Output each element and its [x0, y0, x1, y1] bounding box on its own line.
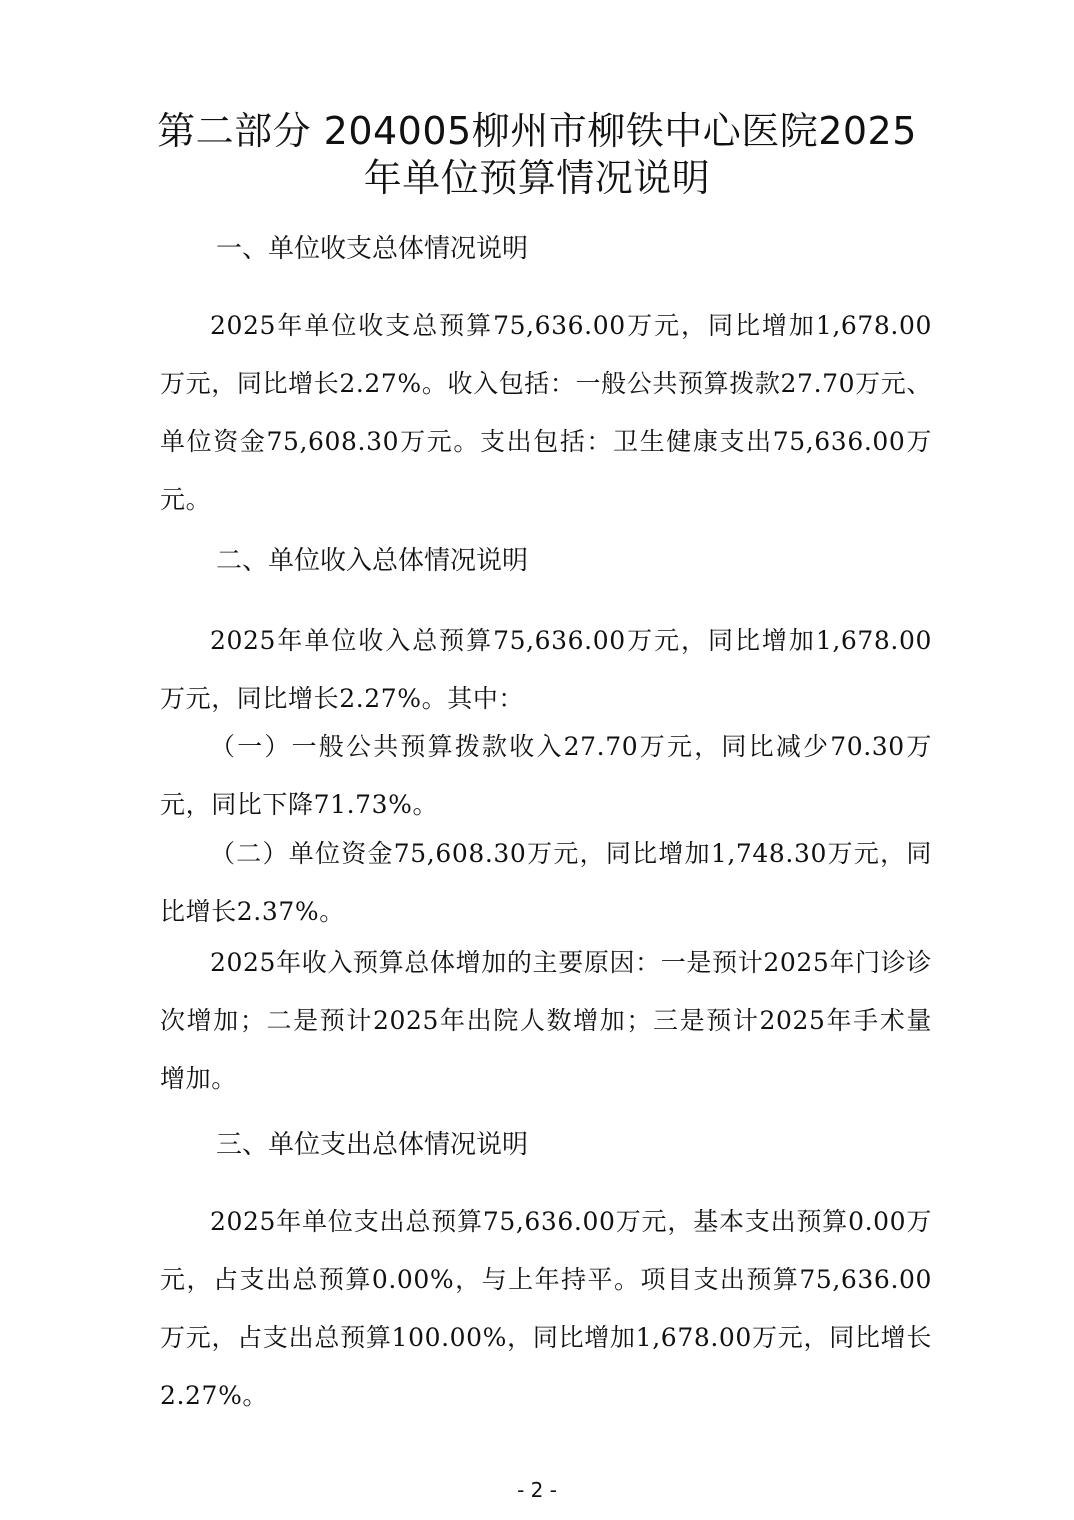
document-title	[120, 108, 954, 202]
title-line-2: 年单位预算情况说明	[363, 156, 711, 200]
section-2-paragraph-1: 2025年单位收入总预算75,636.00万元，同比增加1,678.00万元，同比增长2.27%。其中：	[160, 626, 932, 713]
page-number: - 2 -	[517, 1478, 557, 1502]
section-1-paragraph-1: 2025年单位收支总预算75,636.00万元，同比增加1,678.00万元，同比增长2.27%。收入包括：一般公共预算拨款27.70万元、单位资金75,608.30万元。支出包括：卫生健康支出75,636.00万元。	[160, 311, 932, 514]
section-3-heading: 三、单位支出总体情况说明	[216, 1130, 529, 1160]
title-line-1: 第二部分 204005柳州市柳铁中心医院2025	[157, 109, 917, 153]
section-2-paragraph-3: （二）单位资金75,608.30万元，同比增加1,748.30万元，同比增长2.37%。	[160, 839, 932, 926]
section-2-heading: 二、单位收入总体情况说明	[216, 546, 529, 576]
section-2-paragraph-2: （一）一般公共预算拨款收入27.70万元，同比减少70.30万元，同比下降71.73%。	[160, 732, 932, 819]
section-1-heading: 一、单位收支总体情况说明	[216, 234, 529, 264]
section-3-paragraph-1: 2025年单位支出总预算75,636.00万元，基本支出预算0.00万元，占支出总预算0.00%，与上年持平。项目支出预算75,636.00万元，占支出总预算100.00%，同比增加1,678.00万元，同比增长2.27%。	[160, 1207, 932, 1410]
section-2-paragraph-4: 2025年收入预算总体增加的主要原因：一是预计2025年门诊诊次增加；二是预计2025年出院人数增加；三是预计2025年手术量增加。	[160, 948, 932, 1093]
